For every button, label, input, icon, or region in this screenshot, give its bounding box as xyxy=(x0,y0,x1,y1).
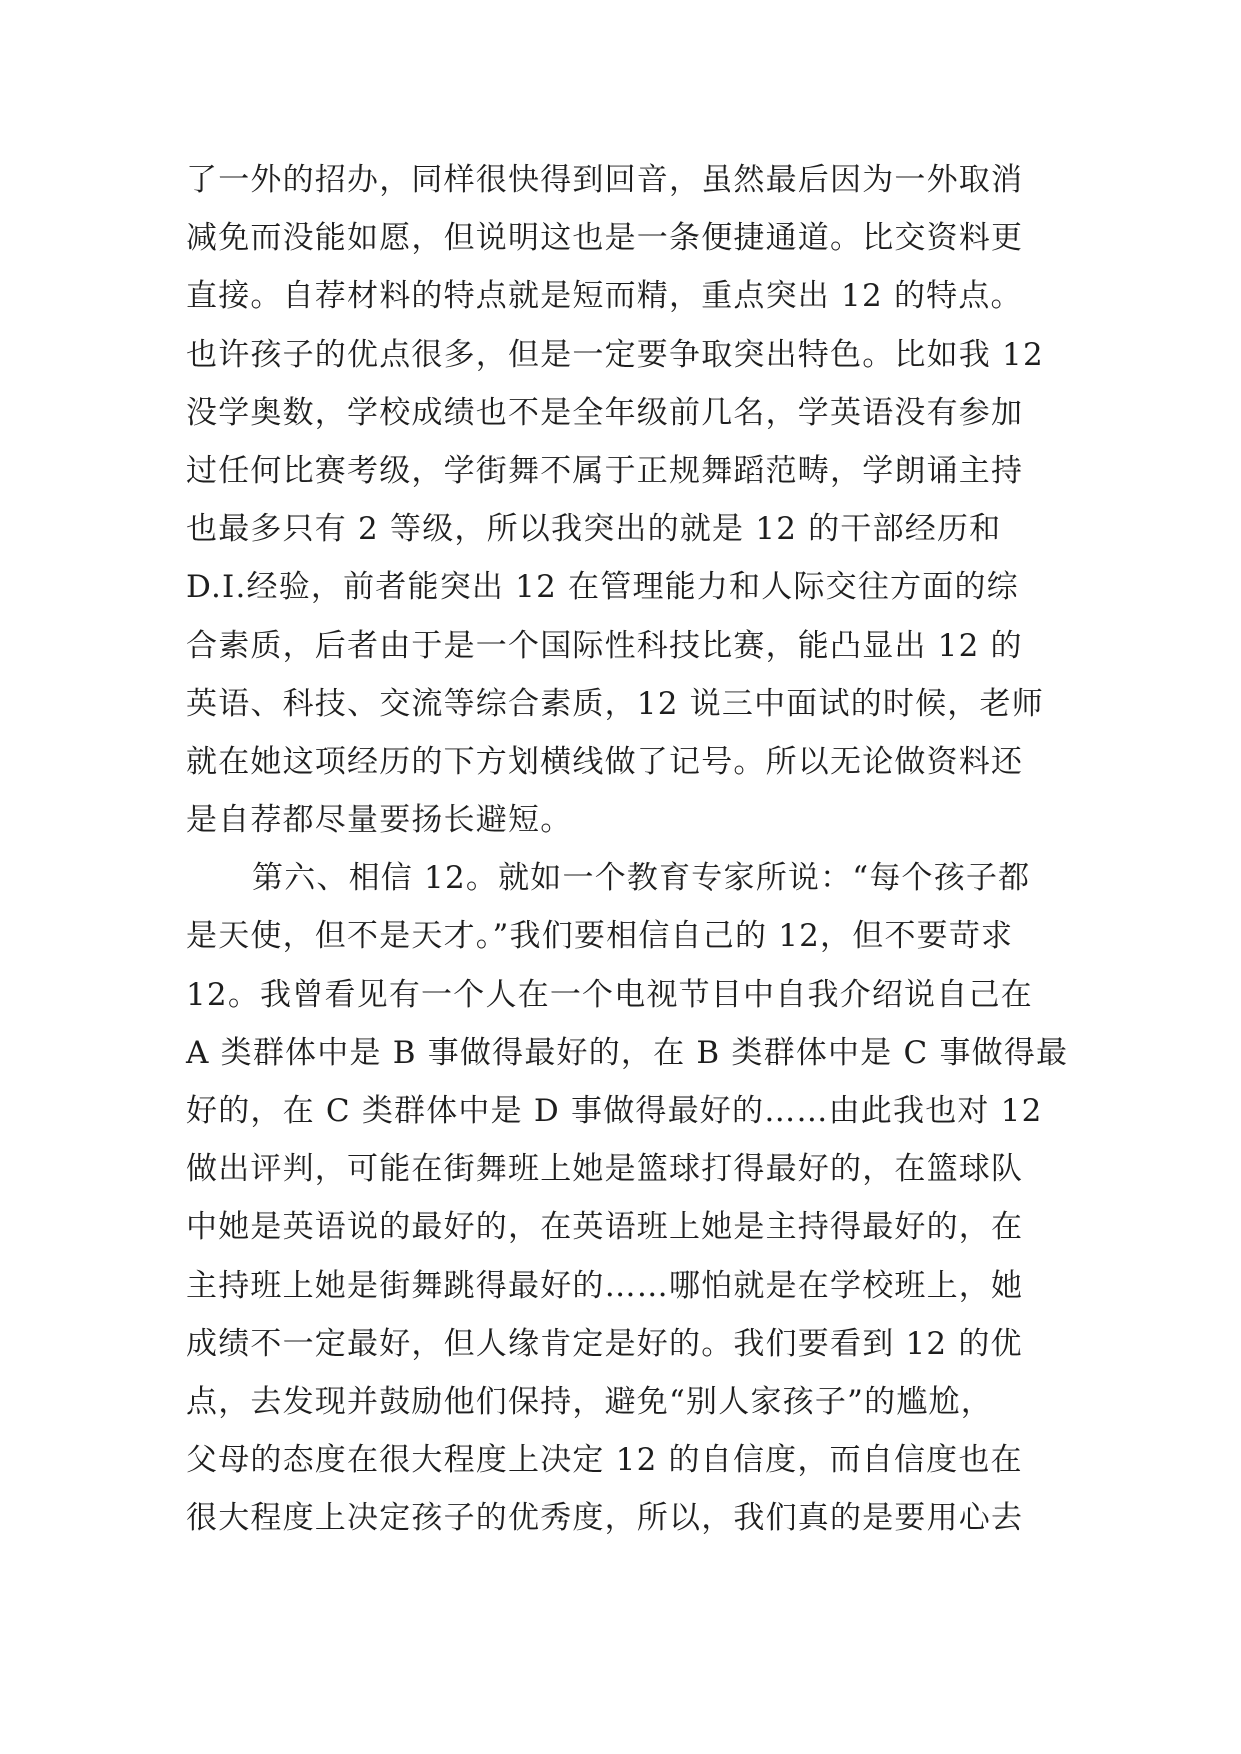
text-line: 好的，在 C 类群体中是 D 事做得最好的……由此我也对 12 xyxy=(186,1093,1043,1129)
text-line: 减免而没能如愿，但说明这也是一条便捷通道。比交资料更 xyxy=(186,220,1024,257)
body-text xyxy=(186,160,1069,1557)
text-line: 是自荐都尽量要扬长避短。 xyxy=(186,802,573,839)
text-line: 没学奥数，学校成绩也不是全年级前几名，学英语没有参加 xyxy=(186,394,1024,431)
text-line: A 类群体中是 B 事做得最好的，在 B 类群体中是 C 事做得最 xyxy=(186,1034,1069,1071)
text-line: 第六、相信 12。就如一个教育专家所说：“每个孩子都 xyxy=(252,860,1031,897)
text-line: 成绩不一定最好，但人缘肯定是好的。我们要看到 12 的优 xyxy=(186,1325,1023,1362)
text-line: D.I.经验，前者能突出 12 在管理能力和人际交往方面的综 xyxy=(186,569,1019,606)
text-line: 了一外的招办，同样很快得到回音，虽然最后因为一外取消 xyxy=(186,162,1024,198)
text-line: 是天使，但不是天才。”我们要相信自己的 12，但不要苛求 xyxy=(186,918,1014,955)
text-line: 中她是英语说的最好的，在英语班上她是主持得最好的，在 xyxy=(186,1209,1024,1246)
text-line: 很大程度上决定孩子的优秀度，所以，我们真的是要用心去 xyxy=(186,1500,1024,1537)
text-line: 就在她这项经历的下方划横线做了记号。所以无论做资料还 xyxy=(186,743,1024,780)
paragraph-1 xyxy=(186,160,1066,858)
text-line: 英语、科技、交流等综合素质，12 说三中面试的时候，老师 xyxy=(186,685,1044,722)
text-line: 过任何比赛考级，学街舞不属于正规舞蹈范畴，学朗诵主持 xyxy=(186,452,1024,489)
text-line: 直接。自荐材料的特点就是短而精，重点突出 12 的特点。 xyxy=(186,278,1023,315)
text-line: 合素质，后者由于是一个国际性科技比赛，能凸显出 12 的 xyxy=(186,627,1023,664)
text-line: 也最多只有 2 等级，所以我突出的就是 12 的干部经历和 xyxy=(186,511,1002,548)
paragraph-2 xyxy=(186,858,1069,1556)
text-line: 做出评判，可能在街舞班上她是篮球打得最好的，在篮球队 xyxy=(186,1151,1024,1188)
text-line: 父母的态度在很大程度上决定 12 的自信度，而自信度也在 xyxy=(186,1442,1023,1479)
text-line: 12。我曾看见有一个人在一个电视节目中自我介绍说自己在 xyxy=(186,976,1033,1013)
text-line: 主持班上她是街舞跳得最好的……哪怕就是在学校班上，她 xyxy=(186,1267,1024,1304)
text-line: 也许孩子的优点很多，但是一定要争取突出特色。比如我 12 xyxy=(186,336,1044,373)
text-line: 点，去发现并鼓励他们保持，避免“别人家孩子”的尴尬， xyxy=(186,1383,993,1420)
